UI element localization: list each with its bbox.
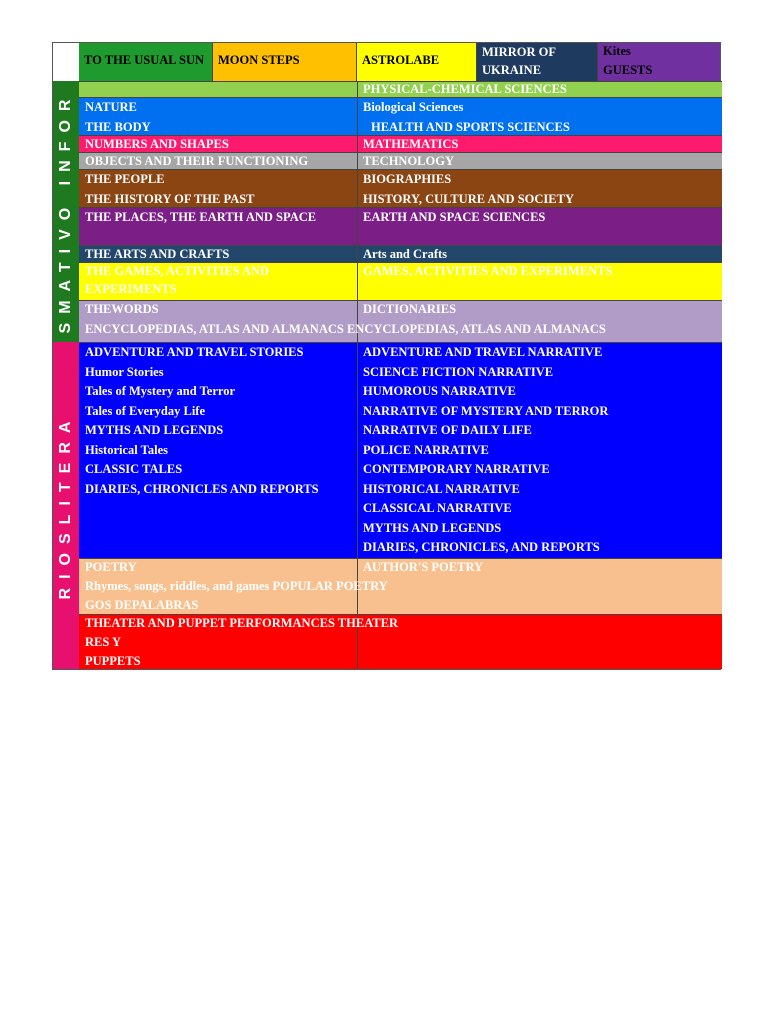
authors-poetry-label: AUTHOR'S POETRY [363,560,484,574]
popular-poetry-label: Rhymes, songs, riddles, and games POPULAR POETRY [85,579,388,593]
health-sports-label: HEALTH AND SPORTS SCIENCES [371,120,570,134]
biological-label: Biological Sciences [363,100,464,114]
header-moon-steps [213,43,357,81]
header-mirror-line2: UKRAINE [482,63,542,77]
numbers-shapes-label: NUMBERS AND SHAPES [85,137,229,151]
informative-label-text: SMATIVO INFOR [57,90,74,333]
header-mirror-ukraine [477,43,598,81]
right-narrative-3: HUMOROUS NARRATIVE [363,384,516,398]
encyclopedias-label: ENCYCLOPEDIAS, ATLAS AND ALMANACS ENCYCLOPEDIAS, ATLAS AND ALMANACS [85,322,606,336]
theater-line2: RES Y [85,635,122,649]
left-story-3: Tales of Mystery and Terror [85,384,235,398]
right-narrative-5: NARRATIVE OF DAILY LIFE [363,423,532,437]
header-moon-steps-text: MOON STEPS [218,53,300,67]
literary-label-text: RIOSLITERA [57,412,74,599]
left-story-4: Tales of Everyday Life [85,404,206,418]
row-poetry [79,558,722,614]
header-kites-line1: Kites [603,44,631,58]
games-left-line1: THE GAMES, ACTIVITIES AND [85,264,270,278]
left-story-7: CLASSIC TALES [85,462,183,476]
left-story-1: ADVENTURE AND TRAVEL STORIES [85,345,304,359]
poetry-label: POETRY [85,560,137,574]
row-theater [79,614,722,669]
row-objects [79,152,722,169]
arts-crafts-left-label: THE ARTS AND CRAFTS [85,247,230,261]
header-astrolabe-text: ASTROLABE [362,53,440,67]
earth-space-label: EARTH AND SPACE SCIENCES [363,210,546,224]
row-nature-body [79,97,722,135]
right-narrative-10: MYTHS AND LEGENDS [363,521,502,535]
right-narrative-2: SCIENCE FICTION NARRATIVE [363,365,554,379]
header-kites-guests [598,43,720,81]
objects-functioning-label: OBJECTS AND THEIR FUNCTIONING [85,154,309,168]
right-narrative-11: DIARIES, CHRONICLES, AND REPORTS [363,540,600,554]
games-left-line2: EXPERIMENTS [85,282,177,296]
row-places [79,207,722,245]
library-classification-chart [52,42,721,670]
header-usual-sun [79,43,213,81]
row-numbers [79,135,722,152]
people-label: THE PEOPLE [85,172,165,186]
row-narratives [79,342,722,558]
physical-chemical-label: PHYSICAL-CHEMICAL SCIENCES [363,82,567,96]
left-story-8: DIARIES, CHRONICLES AND REPORTS [85,482,319,496]
gos-depalabras-label: GOS DEPALABRAS [85,598,199,612]
row-words [79,300,722,342]
literary-side-label [53,342,79,669]
nature-label: NATURE [85,100,137,114]
right-narrative-6: POLICE NARRATIVE [363,443,489,457]
history-culture-label: HISTORY, CULTURE AND SOCIETY [363,192,574,206]
biographies-label: BIOGRAPHIES [363,172,452,186]
right-narrative-4: NARRATIVE OF MYSTERY AND TERROR [363,404,609,418]
right-narrative-1: ADVENTURE AND TRAVEL NARRATIVE [363,345,603,359]
right-narrative-9: CLASSICAL NARRATIVE [363,501,512,515]
the-body-label: THE BODY [85,120,151,134]
places-label: THE PLACES, THE EARTH AND SPACE [85,210,317,224]
row-games [79,262,722,300]
arts-crafts-right-label: Arts and Crafts [363,247,448,261]
words-label: THEWORDS [85,302,159,316]
games-right-label: GAMES, ACTIVITIES AND EXPERIMENTS [363,264,613,278]
theater-line3: PUPPETS [85,654,141,668]
right-narrative-7: CONTEMPORARY NARRATIVE [363,462,550,476]
header-mirror-line1: MIRROR OF [482,45,556,59]
informative-side-label [53,81,79,342]
mathematics-label: MATHEMATICS [363,137,459,151]
theater-line1: THEATER AND PUPPET PERFORMANCES THEATER [85,616,399,630]
row-physical-chemical [79,81,722,97]
left-story-5: MYTHS AND LEGENDS [85,423,224,437]
row-people-history [79,169,722,207]
row-arts [79,245,722,262]
right-narrative-8: HISTORICAL NARRATIVE [363,482,520,496]
dictionaries-label: DICTIONARIES [363,302,457,316]
header-kites-line2: GUESTS [603,63,653,77]
left-story-6: Historical Tales [85,443,168,457]
history-past-label: THE HISTORY OF THE PAST [85,192,255,206]
left-story-2: Humor Stories [85,365,164,379]
technology-label: TECHNOLOGY [363,154,454,168]
header-astrolabe [357,43,477,81]
header-usual-sun-text: TO THE USUAL SUN [84,53,205,67]
